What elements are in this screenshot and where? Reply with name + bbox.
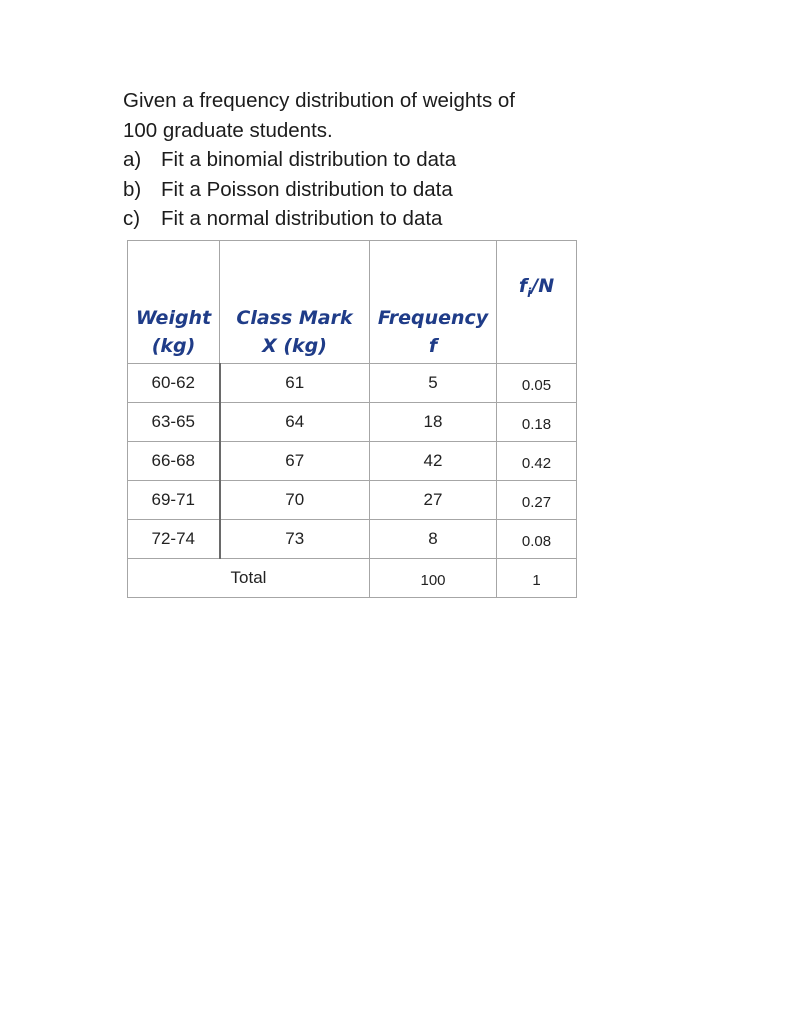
header-ratio-tail: /N <box>531 275 555 297</box>
table-row <box>128 442 577 481</box>
task-item <box>123 175 603 205</box>
header-ratio-sub: i <box>527 285 532 300</box>
cell-class-mark: 70 <box>220 481 370 520</box>
table-row <box>128 403 577 442</box>
cell-ratio: 0.05 <box>497 364 577 403</box>
cell-weight: 66-68 <box>128 442 220 481</box>
cell-weight: 69-71 <box>128 481 220 520</box>
task-text: Fit a Poisson distribution to data <box>161 177 453 201</box>
cell-weight: 60-62 <box>128 364 220 403</box>
header-frequency-line-1: Frequency <box>377 307 489 329</box>
task-text: Fit a binomial distribution to data <box>161 148 457 171</box>
task-text: Fit a normal distribution to data <box>161 207 443 230</box>
cell-ratio: 0.42 <box>497 442 577 481</box>
total-frequency: 100 <box>370 559 497 598</box>
table-row <box>128 481 577 520</box>
task-marker: b) <box>123 177 142 201</box>
intro-line-1: Given a frequency distribution of weights of <box>123 89 515 112</box>
cell-frequency: 27 <box>370 481 497 520</box>
task-marker: a) <box>123 148 142 171</box>
header-weight <box>128 241 220 364</box>
header-class-mark-line-2: X (kg) <box>262 335 327 357</box>
table-total-row <box>128 559 577 598</box>
total-ratio: 1 <box>497 559 577 598</box>
table-row <box>128 520 577 559</box>
cell-weight: 63-65 <box>128 403 220 442</box>
cell-class-mark: 64 <box>220 403 370 442</box>
cell-frequency: 8 <box>370 520 497 559</box>
cell-frequency: 5 <box>370 364 497 403</box>
table-row <box>128 364 577 403</box>
header-ratio <box>497 241 577 364</box>
task-item <box>123 145 603 175</box>
cell-class-mark: 73 <box>220 520 370 559</box>
task-item <box>123 204 603 234</box>
cell-frequency: 42 <box>370 442 497 481</box>
cell-frequency: 18 <box>370 403 497 442</box>
header-frequency-line-2: f <box>428 335 438 357</box>
cell-class-mark: 67 <box>220 442 370 481</box>
cell-weight: 72-74 <box>128 520 220 559</box>
header-frequency <box>370 241 497 364</box>
cell-ratio: 0.08 <box>497 520 577 559</box>
header-class-mark <box>220 241 370 364</box>
cell-ratio: 0.18 <box>497 403 577 442</box>
table-header-row <box>128 241 577 364</box>
cell-class-mark: 61 <box>220 364 370 403</box>
header-weight-line-1: Weight <box>135 307 212 329</box>
cell-ratio: 0.27 <box>497 481 577 520</box>
frequency-table <box>127 240 577 598</box>
header-class-mark-line-1: Class Mark <box>236 307 353 329</box>
header-ratio-f: f <box>518 275 528 297</box>
task-marker: c) <box>123 207 141 230</box>
total-label: Total <box>128 559 370 598</box>
header-weight-line-2: (kg) <box>151 335 196 357</box>
intro-line-2: 100 graduate students. <box>123 118 333 142</box>
problem-statement <box>123 86 603 234</box>
task-list <box>123 145 603 234</box>
